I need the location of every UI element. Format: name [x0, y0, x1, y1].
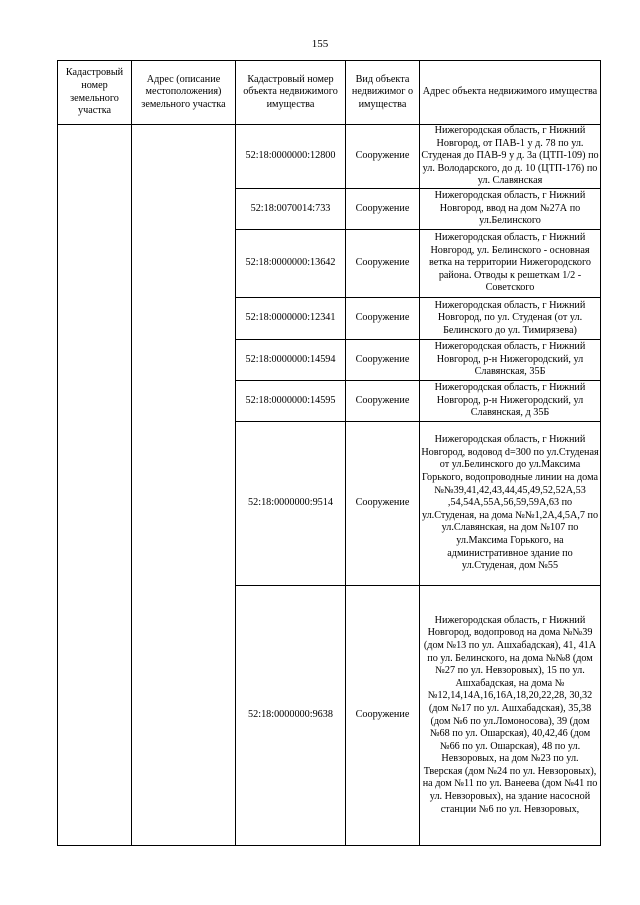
object-cadastral-cell: 52:18:0000000:12800 [236, 125, 346, 189]
object-type-cell: Сооружение [346, 298, 420, 340]
header-object-address: Адрес объекта недвижимого имущества [420, 61, 601, 125]
object-type-cell: Сооружение [346, 586, 420, 846]
object-type-cell: Сооружение [346, 381, 420, 422]
header-land-cadastral-number: Кадастровый номер земельного участка [58, 61, 132, 125]
table-row [58, 125, 601, 189]
object-address-cell: Нижегородская область, г Нижний Новгород, р-н Нижегородский, ул Славянская, д 35Б [420, 381, 601, 422]
land-address-cell [132, 125, 236, 846]
object-type-cell: Сооружение [346, 125, 420, 189]
property-registry-table [57, 60, 601, 846]
object-cadastral-cell: 52:18:0000000:9638 [236, 586, 346, 846]
header-object-type: Вид объекта недвижимог о имущества [346, 61, 420, 125]
object-address-cell: Нижегородская область, г Нижний Новгород, водопровод на дома №№39 (дом №13 по ул. Ашхабадская), 41, 41А по ул. Белинского, на дома №№8 (дом №27 по ул. Невзоровых), 15 по ул. Ашхабадская, на дома №№12,14,14А,16,16А,18,20,22,28, 30,32 (дом №17 по ул. Ашхабадская), 35,38 (дом №6 по ул.Ломоносова), 39 (дом №68 по ул. Ошарская), 40,42,46 (дом №66 по ул. Ошарская), 48 по ул. Невзоровых, на дом №23 по ул. Тверская (дом №24 по ул. Невзоровых), на дом №11 по ул. Ванеева (дом №41 по ул. Невзоровых), на здание насосной станции №6 по ул. Невзоровых, [420, 586, 601, 846]
object-cadastral-cell: 52:18:0000000:13642 [236, 230, 346, 298]
object-address-cell: Нижегородская область, г Нижний Новгород, по ул. Студеная (от ул. Белинского до ул. Тимирязева) [420, 298, 601, 340]
object-cadastral-cell: 52:18:0000000:14595 [236, 381, 346, 422]
header-land-address: Адрес (описание местоположения) земельного участка [132, 61, 236, 125]
object-type-cell: Сооружение [346, 230, 420, 298]
object-address-cell: Нижегородская область, г Нижний Новгород, ввод на дом №27А по ул.Белинского [420, 189, 601, 230]
object-address-cell: Нижегородская область, г Нижний Новгород, ул. Белинского - основная ветка на территории Нижегородского района. Отводы к решеткам 1/2 - Советского [420, 230, 601, 298]
object-type-cell: Сооружение [346, 340, 420, 381]
object-address-cell: Нижегородская область, г Нижний Новгород, р-н Нижегородский, ул Славянская, 35Б [420, 340, 601, 381]
object-cadastral-cell: 52:18:0000000:12341 [236, 298, 346, 340]
object-cadastral-cell: 52:18:0000000:14594 [236, 340, 346, 381]
object-cadastral-cell: 52:18:0000000:9514 [236, 422, 346, 586]
table-header-row [58, 61, 601, 125]
object-cadastral-cell: 52:18:0070014:733 [236, 189, 346, 230]
object-type-cell: Сооружение [346, 422, 420, 586]
object-type-cell: Сооружение [346, 189, 420, 230]
object-address-cell: Нижегородская область, г Нижний Новгород, от ПАВ-1 у д. 78 по ул. Студеная до ПАВ-9 у д. 3а (ЦТП-109) по ул. Володарского, до д. 10 (ЦТП-176) по ул. Славянская [420, 125, 601, 189]
header-object-cadastral-number: Кадастровый номер объекта недвижимого имущества [236, 61, 346, 125]
land-cadastral-cell [58, 125, 132, 846]
object-address-cell: Нижегородская область, г Нижний Новгород, водовод d=300 по ул.Студеная от ул.Белинского до ул.Максима Горького, водопроводные линии на дома №№39,41,42,43,44,45,49,52,52А,53 ,54,54А,55А,56,59,59А,63 по ул.Студеная, на дома №№1,2А,4,5А,7 по ул.Славянская, на дом №107 по ул.Максима Горького, на административное здание по ул.Студеная, дом №55 [420, 422, 601, 586]
page-number: 155 [311, 38, 329, 50]
